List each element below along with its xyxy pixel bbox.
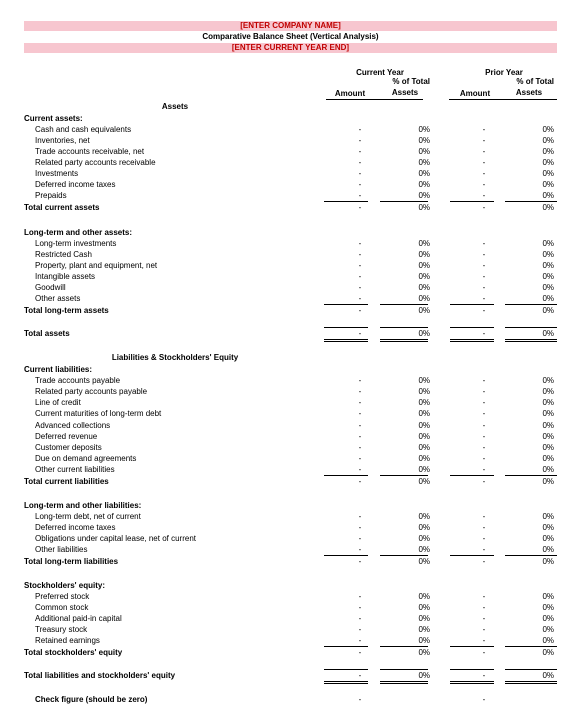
row-label: Customer deposits	[35, 443, 102, 452]
row-label: Other assets	[35, 294, 81, 303]
prior-percent-cell: 0%	[542, 203, 554, 212]
current-percent-cell: 0%	[418, 191, 430, 200]
row-label: Stockholders' equity:	[24, 581, 106, 590]
total-rule	[380, 327, 428, 328]
current-percent-cell: 0%	[418, 261, 430, 270]
prior-amount-cell: -	[482, 648, 486, 657]
prior-amount-cell: -	[482, 261, 486, 270]
current-amount-cell: -	[358, 329, 362, 338]
table-row	[24, 179, 557, 190]
table-row	[24, 168, 557, 179]
current-amount-cell: -	[358, 239, 362, 248]
prior-percent-cell: 0%	[542, 454, 554, 463]
row-label: Retained earnings	[35, 636, 100, 645]
row-label: Current assets:	[24, 114, 83, 123]
prior-percent-cell: 0%	[542, 169, 554, 178]
prior-percent-cell: 0%	[542, 648, 554, 657]
row-label: Trade accounts payable	[35, 376, 121, 385]
table-row	[24, 293, 557, 304]
current-percent-cell: 0%	[418, 454, 430, 463]
prior-amount-cell: -	[482, 191, 486, 200]
prior-percent-cell: 0%	[542, 523, 554, 532]
current-year-header: Current Year	[356, 68, 404, 77]
row-label: Deferred income taxes	[35, 523, 116, 532]
current-amount-cell: -	[358, 432, 362, 441]
current-percent-cell: 0%	[418, 169, 430, 178]
row-label: Investments	[35, 169, 79, 178]
total-rule	[324, 304, 368, 305]
prior-amount-cell: -	[482, 614, 486, 623]
row-label: Current liabilities:	[24, 365, 93, 374]
prior-percent-cell: 0%	[542, 421, 554, 430]
row-label: Preferred stock	[35, 592, 90, 601]
prior-amount-cell: -	[482, 147, 486, 156]
total-rule	[505, 669, 557, 670]
prior-amount-cell: -	[482, 465, 486, 474]
current-percent-cell: 0%	[418, 294, 430, 303]
row-label: Related party accounts receivable	[35, 158, 156, 167]
table-row	[24, 442, 557, 453]
prior-percent-cell: 0%	[542, 398, 554, 407]
total-rule	[450, 304, 494, 305]
double-rule	[450, 339, 494, 342]
prior-percent-cell: 0%	[542, 387, 554, 396]
prior-amount-cell: -	[482, 454, 486, 463]
current-amount-cell: -	[358, 512, 362, 521]
current-percent-cell: 0%	[418, 329, 430, 338]
current-percent-cell: 0%	[418, 557, 430, 566]
table-row	[24, 602, 557, 613]
row-label: Long-term and other assets:	[24, 228, 133, 237]
current-amount-cell: -	[358, 387, 362, 396]
current-percent-cell: 0%	[418, 180, 430, 189]
current-percent-cell: 0%	[418, 136, 430, 145]
current-percent-cell: 0%	[418, 614, 430, 623]
current-percent-cell: 0%	[418, 125, 430, 134]
table-row	[24, 408, 557, 419]
table-row	[24, 453, 557, 464]
current-amount-cell: -	[358, 169, 362, 178]
table-row	[24, 375, 557, 386]
current-amount-header: Amount	[334, 89, 366, 98]
current-percent-cell: 0%	[418, 625, 430, 634]
current-percent-cell: 0%	[418, 283, 430, 292]
prior-percent-cell: 0%	[542, 603, 554, 612]
table-row	[24, 113, 557, 124]
prior-percent-cell: 0%	[542, 191, 554, 200]
total-rule	[505, 304, 557, 305]
prior-percent-cell: 0%	[542, 465, 554, 474]
total-rule	[450, 475, 494, 476]
current-amount-cell: -	[358, 454, 362, 463]
row-label: Line of credit	[35, 398, 81, 407]
double-rule	[380, 681, 428, 684]
prior-amount-cell: -	[482, 239, 486, 248]
current-amount-cell: -	[358, 592, 362, 601]
current-amount-cell: -	[358, 443, 362, 452]
total-rule	[450, 201, 494, 202]
prior-percent-cell: 0%	[542, 125, 554, 134]
prior-percent-cell: 0%	[542, 158, 554, 167]
current-percent-cell: 0%	[418, 545, 430, 554]
prior-percent-cell: 0%	[542, 283, 554, 292]
row-label: Total current assets	[24, 203, 100, 212]
row-label: Related party accounts payable	[35, 387, 148, 396]
prior-amount-cell: -	[482, 283, 486, 292]
prior-percent-cell: 0%	[542, 545, 554, 554]
current-amount-cell: -	[358, 523, 362, 532]
total-rule	[450, 669, 494, 670]
current-percent-cell: 0%	[418, 421, 430, 430]
row-label: Total assets	[24, 329, 70, 338]
row-label: Common stock	[35, 603, 89, 612]
prior-percent-cell: 0%	[542, 534, 554, 543]
prior-percent-cell: 0%	[542, 443, 554, 452]
prior-percent-cell: 0%	[542, 294, 554, 303]
prior-percent-cell: 0%	[542, 239, 554, 248]
row-label: Other current liabilities	[35, 465, 115, 474]
table-row	[24, 556, 557, 567]
prior-amount-cell: -	[482, 695, 486, 704]
total-rule	[380, 646, 428, 647]
total-rule	[380, 201, 428, 202]
prior-amount-cell: -	[482, 512, 486, 521]
row-label: Deferred income taxes	[35, 180, 116, 189]
prior-amount-cell: -	[482, 169, 486, 178]
table-row	[24, 647, 557, 658]
total-rule	[380, 304, 428, 305]
row-label: Other liabilities	[35, 545, 88, 554]
row-label: Restricted Cash	[35, 250, 92, 259]
current-pct-header-1: % of Total	[392, 77, 430, 86]
current-percent-cell: 0%	[418, 250, 430, 259]
prior-percent-cell: 0%	[542, 272, 554, 281]
current-percent-cell: 0%	[418, 239, 430, 248]
table-row	[24, 146, 557, 157]
prior-amount-cell: -	[482, 398, 486, 407]
total-rule	[450, 646, 494, 647]
row-label: Current maturities of long-term debt	[35, 409, 162, 418]
current-amount-cell: -	[358, 203, 362, 212]
prior-amount-cell: -	[482, 203, 486, 212]
row-label: Total stockholders' equity	[24, 648, 123, 657]
prior-percent-cell: 0%	[542, 376, 554, 385]
prior-percent-cell: 0%	[542, 592, 554, 601]
prior-percent-cell: 0%	[542, 557, 554, 566]
current-amount-cell: -	[358, 125, 362, 134]
prior-percent-cell: 0%	[542, 261, 554, 270]
current-amount-cell: -	[358, 603, 362, 612]
total-rule	[505, 201, 557, 202]
table-row	[24, 431, 557, 442]
current-amount-cell: -	[358, 534, 362, 543]
row-label: Goodwill	[35, 283, 66, 292]
table-row	[24, 249, 557, 260]
current-percent-cell: 0%	[418, 203, 430, 212]
total-rule	[505, 475, 557, 476]
total-rule	[450, 555, 494, 556]
current-percent-cell: 0%	[418, 512, 430, 521]
total-rule	[380, 475, 428, 476]
row-label: Trade accounts receivable, net	[35, 147, 145, 156]
prior-percent-cell: 0%	[542, 432, 554, 441]
table-row	[24, 670, 557, 681]
prior-percent-cell: 0%	[542, 625, 554, 634]
total-rule	[380, 555, 428, 556]
current-amount-cell: -	[358, 636, 362, 645]
table-row	[24, 580, 557, 591]
prior-percent-cell: 0%	[542, 409, 554, 418]
table-row	[24, 511, 557, 522]
current-percent-cell: 0%	[418, 648, 430, 657]
table-row	[24, 157, 557, 168]
row-label: Cash and cash equivalents	[35, 125, 132, 134]
table-row	[24, 202, 557, 213]
current-amount-cell: -	[358, 191, 362, 200]
total-rule	[324, 327, 368, 328]
current-amount-cell: -	[358, 272, 362, 281]
table-row	[24, 135, 557, 146]
current-amount-cell: -	[358, 465, 362, 474]
current-amount-cell: -	[358, 376, 362, 385]
row-label: Intangible assets	[35, 272, 96, 281]
row-label: Advanced collections	[35, 421, 111, 430]
total-rule	[505, 555, 557, 556]
table-row	[24, 271, 557, 282]
prior-percent-cell: 0%	[542, 147, 554, 156]
prior-amount-cell: -	[482, 387, 486, 396]
year-end: [ENTER CURRENT YEAR END]	[24, 43, 557, 53]
total-rule	[324, 646, 368, 647]
current-amount-cell: -	[358, 294, 362, 303]
double-rule	[505, 681, 557, 684]
current-percent-cell: 0%	[418, 376, 430, 385]
current-amount-cell: -	[358, 409, 362, 418]
table-row	[24, 190, 557, 201]
prior-percent-cell: 0%	[542, 250, 554, 259]
prior-amount-cell: -	[482, 523, 486, 532]
assets-section-title: Assets	[161, 102, 189, 111]
current-percent-cell: 0%	[418, 477, 430, 486]
current-amount-cell: -	[358, 648, 362, 657]
current-percent-cell: 0%	[418, 636, 430, 645]
current-percent-cell: 0%	[418, 432, 430, 441]
current-amount-cell: -	[358, 545, 362, 554]
table-row	[24, 397, 557, 408]
table-row	[24, 260, 557, 271]
current-percent-cell: 0%	[418, 272, 430, 281]
table-row	[24, 305, 557, 316]
row-label: Deferred revenue	[35, 432, 98, 441]
prior-amount-cell: -	[482, 329, 486, 338]
table-row	[24, 364, 557, 375]
prior-pct-header-1: % of Total	[516, 77, 554, 86]
prior-amount-cell: -	[482, 125, 486, 134]
prior-percent-cell: 0%	[542, 614, 554, 623]
row-label: Additional paid-in capital	[35, 614, 122, 623]
table-row	[24, 591, 557, 602]
current-amount-cell: -	[358, 261, 362, 270]
report-title: Comparative Balance Sheet (Vertical Analysis)	[202, 32, 379, 41]
prior-percent-cell: 0%	[542, 671, 554, 680]
table-row	[24, 522, 557, 533]
prior-amount-cell: -	[482, 306, 486, 315]
current-percent-cell: 0%	[418, 534, 430, 543]
prior-amount-header: Amount	[459, 89, 491, 98]
header-rule	[326, 99, 423, 100]
total-rule	[324, 555, 368, 556]
prior-amount-cell: -	[482, 636, 486, 645]
prior-amount-cell: -	[482, 625, 486, 634]
row-label: Due on demand agreements	[35, 454, 137, 463]
current-amount-cell: -	[358, 625, 362, 634]
row-label: Total liabilities and stockholders' equity	[24, 671, 176, 680]
current-amount-cell: -	[358, 614, 362, 623]
liabilities-section-title: Liabilities & Stockholders' Equity	[111, 353, 239, 362]
double-rule	[324, 339, 368, 342]
total-rule	[324, 669, 368, 670]
current-amount-cell: -	[358, 671, 362, 680]
row-label: Property, plant and equipment, net	[35, 261, 158, 270]
row-label: Long-term debt, net of current	[35, 512, 141, 521]
table-row	[24, 635, 557, 646]
prior-percent-cell: 0%	[542, 512, 554, 521]
current-percent-cell: 0%	[418, 409, 430, 418]
table-row	[24, 533, 557, 544]
row-label: Obligations under capital lease, net of current	[35, 534, 196, 543]
prior-amount-cell: -	[482, 545, 486, 554]
current-percent-cell: 0%	[418, 158, 430, 167]
current-percent-cell: 0%	[418, 306, 430, 315]
table-row	[24, 500, 557, 511]
table-row	[24, 613, 557, 624]
prior-amount-cell: -	[482, 557, 486, 566]
row-label: Total long-term assets	[24, 306, 109, 315]
prior-amount-cell: -	[482, 409, 486, 418]
row-label: Long-term investments	[35, 239, 117, 248]
current-amount-cell: -	[358, 158, 362, 167]
prior-year-header: Prior Year	[485, 68, 523, 77]
prior-amount-cell: -	[482, 671, 486, 680]
current-percent-cell: 0%	[418, 523, 430, 532]
prior-amount-cell: -	[482, 477, 486, 486]
prior-amount-cell: -	[482, 421, 486, 430]
prior-amount-cell: -	[482, 294, 486, 303]
table-row	[24, 464, 557, 475]
row-label: Total current liabilities	[24, 477, 109, 486]
current-percent-cell: 0%	[418, 592, 430, 601]
header-rule	[449, 99, 557, 100]
table-row	[24, 386, 557, 397]
current-amount-cell: -	[358, 398, 362, 407]
double-rule	[505, 339, 557, 342]
total-rule	[324, 201, 368, 202]
current-amount-cell: -	[358, 250, 362, 259]
table-row	[24, 420, 557, 431]
table-row	[24, 238, 557, 249]
current-amount-cell: -	[358, 557, 362, 566]
row-label: Total long-term liabilities	[24, 557, 119, 566]
prior-percent-cell: 0%	[542, 180, 554, 189]
total-rule	[505, 646, 557, 647]
total-rule	[324, 475, 368, 476]
prior-amount-cell: -	[482, 534, 486, 543]
current-percent-cell: 0%	[418, 465, 430, 474]
prior-percent-cell: 0%	[542, 329, 554, 338]
prior-percent-cell: 0%	[542, 306, 554, 315]
current-amount-cell: -	[358, 477, 362, 486]
table-row	[24, 476, 557, 487]
prior-amount-cell: -	[482, 376, 486, 385]
prior-amount-cell: -	[482, 443, 486, 452]
double-rule	[380, 339, 428, 342]
prior-amount-cell: -	[482, 250, 486, 259]
current-amount-cell: -	[358, 306, 362, 315]
double-rule	[450, 681, 494, 684]
prior-amount-cell: -	[482, 272, 486, 281]
current-percent-cell: 0%	[418, 671, 430, 680]
table-row	[24, 694, 557, 705]
table-row	[24, 282, 557, 293]
total-rule	[380, 669, 428, 670]
prior-amount-cell: -	[482, 180, 486, 189]
current-percent-cell: 0%	[418, 443, 430, 452]
table-row	[24, 544, 557, 555]
row-label: Treasury stock	[35, 625, 88, 634]
current-percent-cell: 0%	[418, 603, 430, 612]
total-rule	[505, 327, 557, 328]
table-row	[24, 328, 557, 339]
current-amount-cell: -	[358, 421, 362, 430]
table-row	[24, 227, 557, 238]
current-amount-cell: -	[358, 695, 362, 704]
table-row	[24, 624, 557, 635]
prior-amount-cell: -	[482, 592, 486, 601]
prior-percent-cell: 0%	[542, 636, 554, 645]
prior-amount-cell: -	[482, 136, 486, 145]
current-percent-cell: 0%	[418, 398, 430, 407]
current-percent-cell: 0%	[418, 147, 430, 156]
row-label: Inventories, net	[35, 136, 90, 145]
current-percent-cell: 0%	[418, 387, 430, 396]
prior-amount-cell: -	[482, 603, 486, 612]
total-rule	[450, 327, 494, 328]
prior-amount-cell: -	[482, 432, 486, 441]
row-label: Prepaids	[35, 191, 67, 200]
company-name: [ENTER COMPANY NAME]	[24, 21, 557, 31]
table-row	[24, 124, 557, 135]
current-pct-header-2: Assets	[391, 88, 419, 97]
prior-percent-cell: 0%	[542, 477, 554, 486]
double-rule	[324, 681, 368, 684]
current-amount-cell: -	[358, 147, 362, 156]
current-amount-cell: -	[358, 283, 362, 292]
row-label: Long-term and other liabilities:	[24, 501, 142, 510]
prior-amount-cell: -	[482, 158, 486, 167]
row-label: Check figure (should be zero)	[35, 695, 148, 704]
current-amount-cell: -	[358, 136, 362, 145]
prior-pct-header-2: Assets	[515, 88, 543, 97]
prior-percent-cell: 0%	[542, 136, 554, 145]
current-amount-cell: -	[358, 180, 362, 189]
